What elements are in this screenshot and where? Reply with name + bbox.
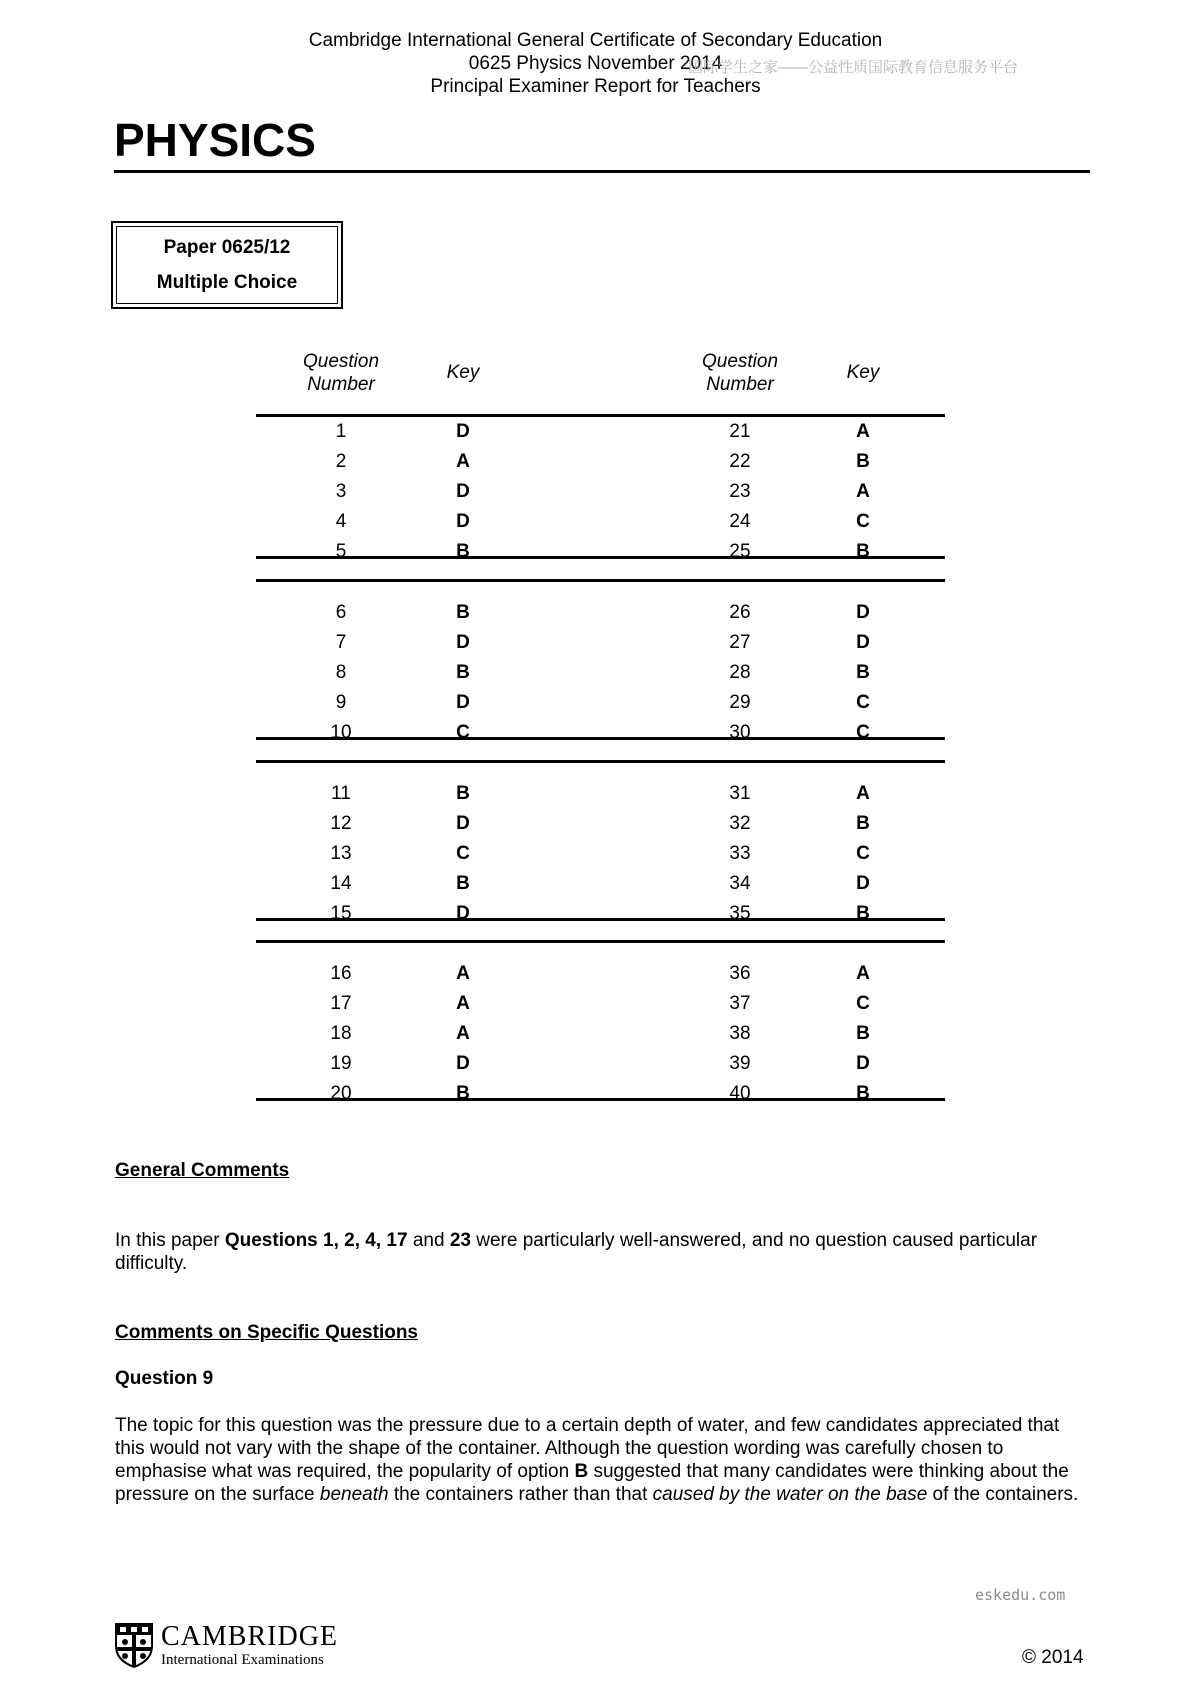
question-number-left: 12 — [330, 813, 352, 834]
answer-key-left: D — [456, 692, 470, 713]
answer-key-left: A — [456, 451, 470, 472]
question-number-left: 2 — [335, 451, 347, 472]
question-number-left: 7 — [335, 632, 347, 653]
column-header-question-left: Question Number — [302, 351, 380, 395]
answer-key-right: B — [856, 903, 870, 924]
answer-key-left: C — [456, 722, 470, 743]
question-number-left: 13 — [330, 843, 352, 864]
question-number-right: 35 — [729, 903, 751, 924]
answer-key-right: B — [856, 1023, 870, 1044]
answer-key-right: B — [856, 662, 870, 683]
question-number-right: 39 — [729, 1053, 751, 1074]
answer-key-right: A — [856, 481, 870, 502]
column-header-question-right: Question Number — [701, 351, 779, 395]
table-rule-top — [256, 579, 945, 582]
answer-key-left: D — [456, 903, 470, 924]
answer-key-right: C — [856, 722, 870, 743]
answer-key-right: B — [856, 541, 870, 562]
answer-key-right: C — [856, 692, 870, 713]
question-number-left: 11 — [331, 783, 351, 804]
question-number-right: 21 — [729, 421, 751, 442]
question-number-right: 23 — [729, 481, 751, 502]
answer-key-left: B — [456, 602, 470, 623]
question-number-right: 37 — [729, 993, 751, 1014]
general-comments-heading: General Comments — [115, 1160, 290, 1181]
answer-key-left: C — [456, 843, 470, 864]
specific-comments-heading: Comments on Specific Questions — [115, 1322, 418, 1343]
header-report-title: Principal Examiner Report for Teachers — [430, 76, 761, 97]
answer-key-left: A — [456, 963, 470, 984]
question-number-left: 14 — [330, 873, 352, 894]
column-header-key-right: Key — [846, 362, 880, 383]
column-header-key-left: Key — [446, 362, 480, 383]
header-subject-session: 0625 Physics November 2014 — [468, 53, 723, 74]
page-title: PHYSICS — [114, 114, 316, 166]
answer-key-right: B — [856, 451, 870, 472]
table-rule-top — [256, 414, 945, 417]
logo-subtitle: International Examinations — [161, 1652, 324, 1668]
table-rule-top — [256, 760, 945, 763]
answer-key-right: B — [856, 813, 870, 834]
question-number-right: 26 — [729, 602, 751, 623]
header-qualification: Cambridge International General Certificate of Secondary Education — [308, 30, 883, 51]
question-number-left: 19 — [330, 1053, 352, 1074]
answer-key-right: D — [856, 602, 870, 623]
question-9-text: The topic for this question was the pressure due to a certain depth of water, and few candidates appreciated that this would not vary with the shape of the container. Although the question wording was carefully chosen to emphasise what was required, the popularity of option B suggested that many candidates were thinking about the pressure on the surface beneath the containers rather than that caused by the water on the base of the containers. — [115, 1415, 1079, 1505]
answer-key-left: B — [456, 1083, 470, 1104]
question-number-left: 6 — [335, 602, 347, 623]
question-number-left: 18 — [330, 1023, 352, 1044]
answer-key-left: B — [456, 783, 470, 804]
paper-info-box — [111, 221, 343, 309]
answer-key-left: D — [456, 421, 470, 442]
general-comments-text: In this paper Questions 1, 2, 4, 17 and 23 were particularly well-answered, and no question caused particular difficulty. — [115, 1230, 1038, 1274]
question-number-left: 10 — [330, 722, 352, 743]
answer-key-left: A — [456, 993, 470, 1014]
answer-key-right: C — [856, 993, 870, 1014]
copyright: © 2014 — [1022, 1647, 1084, 1668]
answer-key-right: D — [856, 873, 870, 894]
answer-key-right: C — [856, 843, 870, 864]
answer-key-right: A — [856, 783, 870, 804]
question-number-right: 24 — [729, 511, 751, 532]
question-number-left: 15 — [330, 903, 352, 924]
title-divider — [114, 170, 1090, 173]
answer-key-left: D — [456, 511, 470, 532]
question-number-right: 38 — [729, 1023, 751, 1044]
table-rule-top — [256, 940, 945, 943]
answer-key-left: A — [456, 1023, 470, 1044]
question-number-right: 32 — [729, 813, 751, 834]
answer-key-right: D — [856, 1053, 870, 1074]
cambridge-logo — [114, 1621, 339, 1673]
answer-key-left: B — [456, 662, 470, 683]
answer-key-right: A — [856, 963, 870, 984]
question-number-right: 30 — [729, 722, 751, 743]
question-9-heading: Question 9 — [115, 1368, 214, 1389]
logo-name: CAMBRIDGE — [161, 1621, 339, 1652]
question-number-right: 34 — [729, 873, 751, 894]
answer-key-left: D — [456, 632, 470, 653]
question-number-right: 29 — [729, 692, 751, 713]
answer-key-left: B — [456, 873, 470, 894]
question-number-left: 8 — [335, 662, 347, 683]
answer-key-left: D — [456, 813, 470, 834]
question-number-left: 9 — [335, 692, 347, 713]
paper-code: Paper 0625/12 — [163, 237, 291, 258]
question-number-left: 16 — [330, 963, 352, 984]
question-number-left: 3 — [335, 481, 347, 502]
footer-site-watermark: eskedu.com — [975, 1586, 1066, 1604]
question-number-right: 27 — [729, 632, 751, 653]
question-number-left: 4 — [335, 511, 347, 532]
question-number-right: 36 — [729, 963, 751, 984]
answer-key-right: B — [856, 1083, 870, 1104]
question-number-left: 1 — [335, 421, 347, 442]
question-number-left: 5 — [335, 541, 347, 562]
answer-key-right: A — [856, 421, 870, 442]
watermark-text: 国际学生之家——公益性质国际教育信息服务平台 — [688, 59, 1019, 76]
answer-key-right: C — [856, 511, 870, 532]
question-number-right: 28 — [729, 662, 751, 683]
answer-key-left: B — [456, 541, 470, 562]
cambridge-shield-icon — [114, 1622, 154, 1668]
question-number-right: 22 — [729, 451, 751, 472]
answer-key-right: D — [856, 632, 870, 653]
paper-type: Multiple Choice — [156, 272, 298, 293]
question-number-right: 40 — [729, 1083, 751, 1104]
answer-key-left: D — [456, 1053, 470, 1074]
question-number-left: 17 — [330, 993, 352, 1014]
answer-key-left: D — [456, 481, 470, 502]
question-number-right: 31 — [729, 783, 751, 804]
question-number-right: 33 — [729, 843, 751, 864]
question-number-left: 20 — [330, 1083, 352, 1104]
question-number-right: 25 — [729, 541, 751, 562]
